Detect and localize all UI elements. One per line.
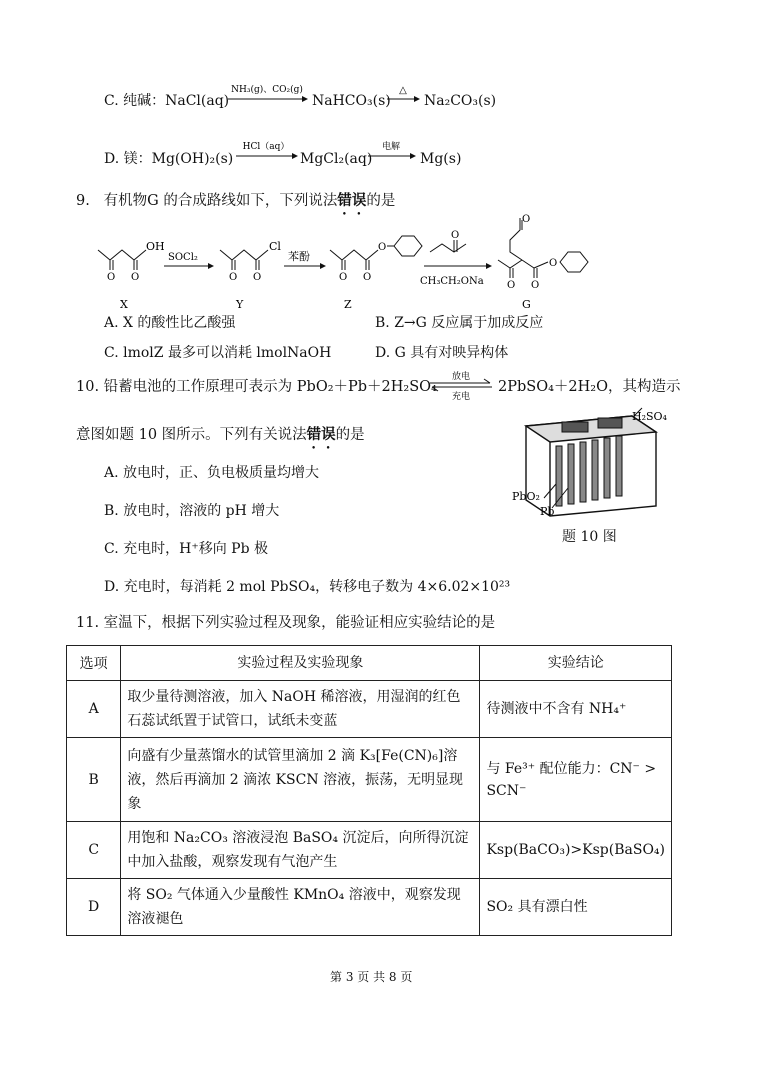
q11-stem: 11. 室温下，根据下列实验过程及现象，能验证相应实验结论的是 — [76, 615, 496, 631]
y-cl: Cl — [269, 240, 281, 253]
structure-x — [98, 250, 146, 270]
q9-option-c: C. lmolZ 最多可以消耗 lmolNaOH — [104, 345, 332, 361]
x-o1: O — [107, 272, 116, 283]
structure-z — [330, 236, 422, 270]
q8c-mid: NaHCO₃(s) — [312, 93, 391, 109]
table-row — [67, 822, 672, 879]
figure-caption: 题 10 图 — [562, 529, 617, 545]
row-a-conclusion: 待测液中不含有 NH₄⁺ — [480, 681, 672, 738]
q9-option-d: D. G 具有对映异构体 — [375, 345, 509, 361]
reagent-socl2: SOCl₂ — [168, 252, 198, 263]
q8d-arrow1 — [234, 139, 298, 165]
g-o3: O — [531, 280, 540, 291]
z-o1: O — [339, 272, 348, 283]
x-oh: OH — [146, 240, 165, 253]
row-a-option: A — [67, 681, 121, 738]
structure-g — [498, 218, 588, 278]
lead-acid-battery-figure — [506, 402, 676, 520]
q8d-mid: MgCl₂(aq) — [300, 151, 373, 167]
q10-stem-c: 意图如题 10 图所示。下列有关说法错误的是 — [76, 426, 365, 443]
q10-stem-b: 2PbSO₄＋2H₂O，其构造示 — [498, 379, 681, 395]
g-o2: O — [507, 280, 516, 291]
row-b-option: B — [67, 738, 121, 822]
label-z: Z — [344, 298, 352, 311]
arrow-discharge: 放电 — [451, 372, 471, 382]
z-o2: O — [363, 272, 372, 283]
q10-option-a: A. 放电时，正、负电极质量均增大 — [104, 465, 320, 481]
label-pb: Pb — [540, 505, 555, 518]
q10-equilibrium-arrow — [428, 368, 494, 402]
row-b-conclusion: 与 Fe³⁺ 配位能力：CN⁻ > SCN⁻ — [480, 738, 672, 822]
reagent-mvk — [430, 240, 466, 252]
row-d-conclusion: SO₂ 具有漂白性 — [480, 879, 672, 936]
row-b-process: 向盛有少量蒸馏水的试管里滴加 2 滴 K₃[Fe(CN)₆]溶液，然后再滴加 2 滴浓 KSCN 溶液，振荡，无明显现象 — [121, 738, 480, 822]
q8d-arrow1-label: HCl（aq） — [242, 142, 290, 152]
table-row — [67, 738, 672, 822]
experiment-table — [66, 645, 672, 936]
y-o2: O — [253, 272, 262, 283]
table-header-row — [67, 646, 672, 681]
x-o2: O — [131, 272, 140, 283]
q8c-arrow1 — [226, 82, 308, 108]
z-o3: O — [378, 242, 387, 253]
table-row — [67, 681, 672, 738]
reagent-etona: CH₃CH₂ONa — [420, 276, 484, 287]
arrow-charge: 充电 — [451, 392, 471, 402]
header-conclusion: 实验结论 — [480, 646, 672, 681]
q9-synthesis-scheme — [90, 212, 610, 312]
q9-stem: 9. 有机物G 的合成路线如下，下列说法错误的是 — [76, 192, 396, 209]
q8c-arrow2-label: △ — [399, 85, 407, 96]
q10-stem: 10. 铅蓄电池的工作原理可表示为 PbO₂＋Pb＋2H₂SO₄ — [76, 379, 437, 395]
q8c-arrow2 — [386, 82, 420, 108]
q9-option-b: B. Z→G 反应属于加成反应 — [375, 315, 544, 331]
label-h2so4: H₂SO₄ — [632, 410, 667, 423]
page-footer: 第 3 页 共 8 页 — [330, 970, 413, 984]
q8d-arrow2 — [366, 139, 416, 165]
q8c-arrow1-label: NH₃(g)、CO₂(g) — [231, 85, 303, 95]
row-c-process: 用饱和 Na₂CO₃ 溶液浸泡 BaSO₄ 沉淀后，向所得沉淀中加入盐酸，观察发现有气泡产生 — [121, 822, 480, 879]
header-option: 选项 — [67, 646, 121, 681]
label-g: G — [522, 298, 531, 311]
q8d-end: Mg(s) — [420, 151, 462, 167]
row-d-process: 将 SO₂ 气体通入少量酸性 KMnO₄ 溶液中，观察发现溶液褪色 — [121, 879, 480, 936]
q10-option-d: D. 充电时，每消耗 2 mol PbSO₄，转移电子数为 4×6.02×10²³ — [104, 579, 511, 595]
row-c-option: C — [67, 822, 121, 879]
structure-y — [220, 250, 268, 270]
label-y: Y — [236, 298, 244, 311]
table-row — [67, 879, 672, 936]
q8-option-d: D. 镁：Mg(OH)₂(s) — [104, 151, 234, 167]
label-pbo2: PbO₂ — [512, 490, 540, 503]
q9-option-a: A. X 的酸性比乙酸强 — [104, 315, 236, 331]
row-c-conclusion: Ksp(BaCO₃)>Ksp(BaSO₄) — [480, 822, 672, 879]
label-x: X — [120, 298, 128, 311]
mvk-o: O — [451, 230, 460, 241]
q10-option-b: B. 放电时，溶液的 pH 增大 — [104, 503, 280, 519]
g-o1: O — [522, 214, 531, 225]
q8c-end: Na₂CO₃(s) — [424, 93, 497, 109]
reagent-phenol: 苯酚 — [288, 250, 310, 263]
row-d-option: D — [67, 879, 121, 936]
q8d-arrow2-label: 电解 — [381, 142, 401, 152]
g-o4: O — [549, 258, 558, 269]
y-o1: O — [229, 272, 238, 283]
row-a-process: 取少量待测溶液，加入 NaOH 稀溶液，用湿润的红色石蕊试纸置于试管口，试纸未变蓝 — [121, 681, 480, 738]
q10-option-c: C. 充电时，H⁺移向 Pb 极 — [104, 541, 268, 557]
q8-option-c: C. 纯碱：NaCl(aq) — [104, 93, 230, 109]
header-process: 实验过程及实验现象 — [121, 646, 480, 681]
